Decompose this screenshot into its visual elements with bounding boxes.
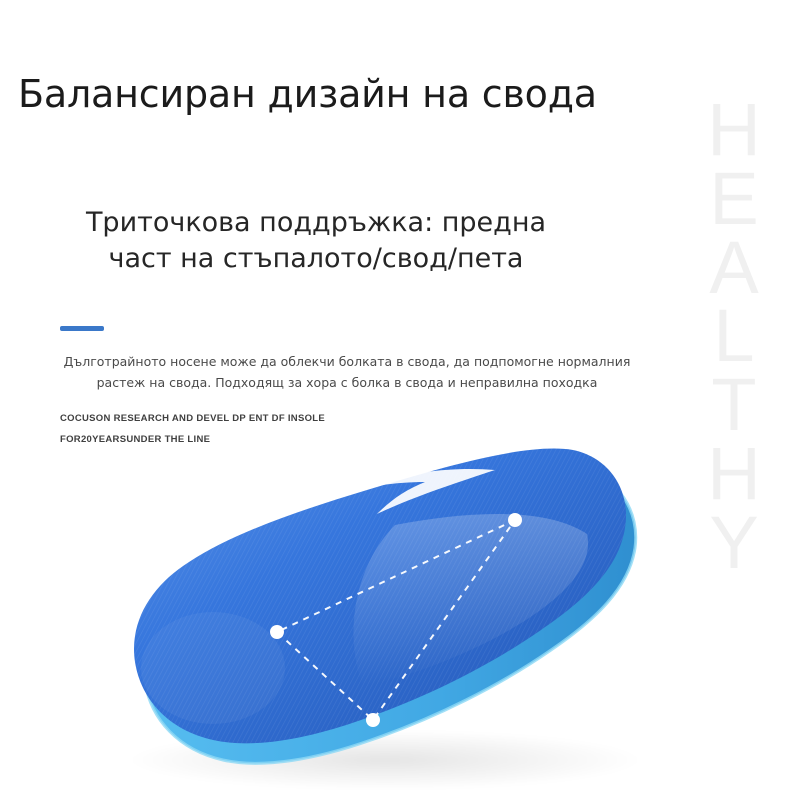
watermark-letter: L [713,294,755,378]
insole-top-fabric [134,449,626,744]
subheading-line-1: Триточкова поддръжка: предна [85,207,547,238]
support-point-forefoot [508,513,522,527]
watermark-letter: E [709,156,759,240]
support-point-arch [270,625,284,639]
accent-divider [60,326,104,331]
watermark-letter: H [707,432,761,516]
watermark-letter: T [711,363,757,447]
insole-illustration [95,430,695,800]
page-title: Балансиран дизайн на свода [18,72,597,116]
brand-caption-line-1: COCUSON RESEARCH AND DEVEL DP ENT DF INSOLE [60,413,326,424]
brand-caption-line-2: FOR20YEARSUNDER THE LINE [60,434,211,446]
subheading-line-2: част на стъпалото/свод/пета [108,243,524,275]
description-paragraph: Дълготрайното носене може да облекчи болката в свода, да подпомогне нормалния растеж на свода. Подходящ за хора с болка в свода и неправилна походка [63,354,631,390]
watermark-letter: A [709,225,759,309]
watermark-letter: Y [709,500,759,584]
subheading [56,205,576,278]
watermark-letter: H [707,88,761,171]
insole-product-image [95,430,695,800]
support-point-heel [366,713,380,727]
